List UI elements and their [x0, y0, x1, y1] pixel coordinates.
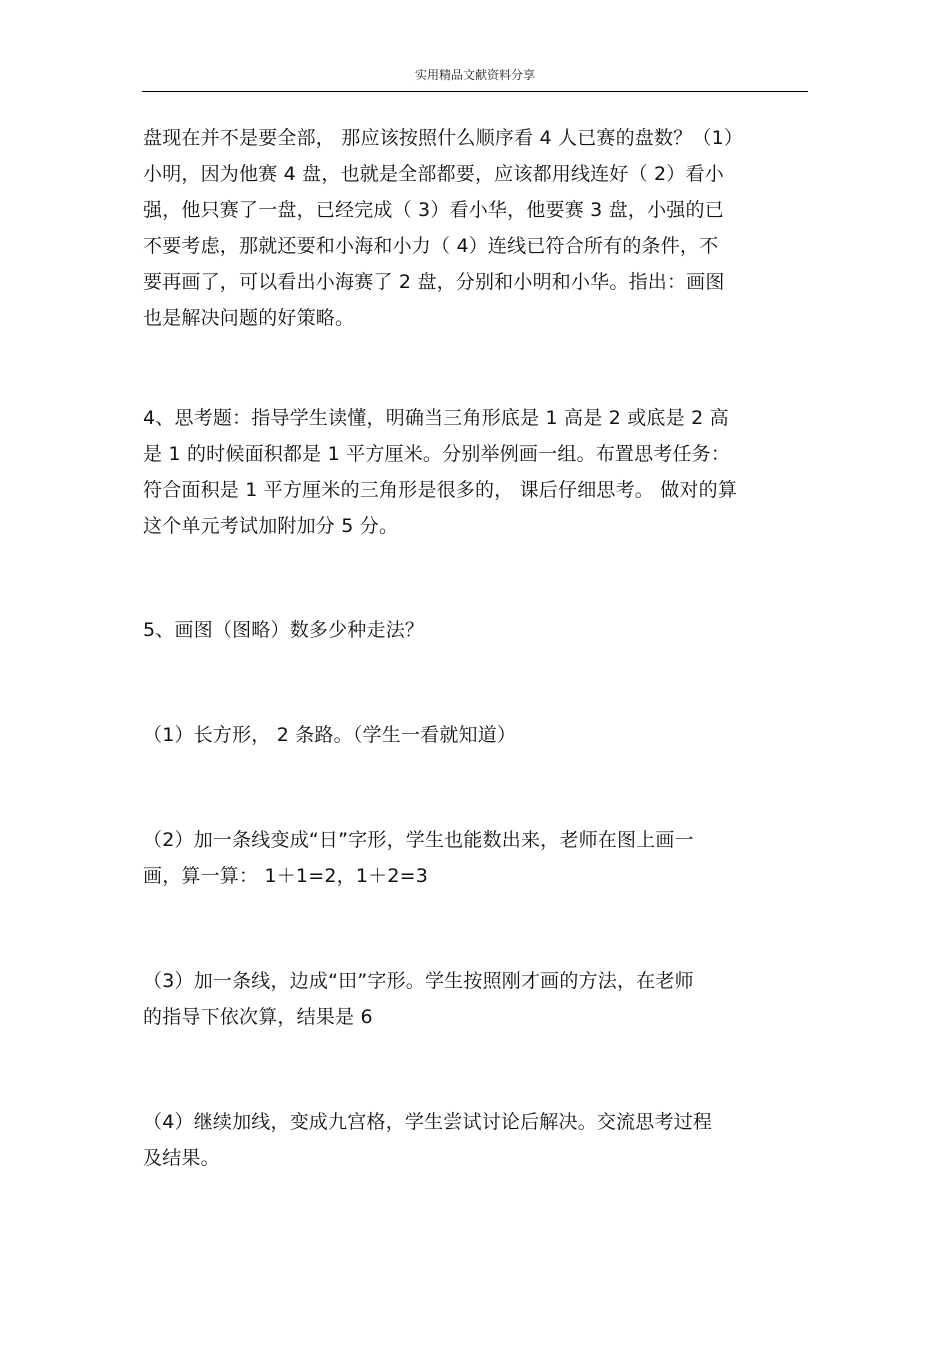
text-line: 强，他只赛了一盘，已经完成（ 3）看小华，他要赛 3 盘，小强的已 [143, 199, 724, 221]
text-line: 盘现在并不是要全部， 那应该按照什么顺序看 4 人已赛的盘数？（1） [143, 127, 744, 149]
paragraph-step-4 [143, 1104, 712, 1176]
text-line: 是 1 的时候面积都是 1 平方厘米。分别举例画一组。布置思考任务： [143, 443, 731, 465]
text-line: （1）长方形， 2 条路。（学生一看就知道） [143, 724, 517, 746]
text-line: 及结果。 [143, 1147, 220, 1169]
text-line: 4、思考题：指导学生读懂，明确当三角形底是 1 高是 2 或底是 2 高 [143, 407, 729, 429]
paragraph-thinking-question [143, 400, 737, 544]
text-line: （3）加一条线，边成“田”字形。学生按照刚才画的方法，在老师 [143, 970, 694, 992]
text-line: （2）加一条线变成“日”字形，学生也能数出来，老师在图上画一 [143, 829, 694, 851]
text-line: （4）继续加线，变成九宫格，学生尝试讨论后解决。交流思考过程 [143, 1111, 713, 1133]
text-line: 要再画了，可以看出小海赛了 2 盘，分别和小明和小华。指出：画图 [143, 271, 725, 293]
text-line: 5、画图（图略）数多少种走法？ [143, 619, 425, 641]
paragraph-step-1 [143, 717, 516, 753]
paragraph-step-3 [143, 963, 694, 1035]
paragraph-drawing-heading [143, 612, 424, 648]
page-header-title: 实用精品文献资料分享 [414, 68, 535, 82]
text-line: 这个单元考试加附加分 5 分。 [143, 515, 399, 537]
text-line: 不要考虑，那就还要和小海和小力（ 4）连线已符合所有的条件，不 [143, 235, 719, 257]
text-line: 符合面积是 1 平方厘米的三角形是很多的， 课后仔细思考。 做对的算 [143, 479, 738, 501]
text-line: 画，算一算： 1＋1=2，1＋2=3 [143, 865, 429, 887]
header-divider [142, 91, 808, 92]
text-line: 的指导下依次算，结果是 6 [143, 1006, 373, 1028]
paragraph-step-2 [143, 822, 694, 894]
text-line: 小明，因为他赛 4 盘，也就是全部都要，应该都用线连好（ 2）看小 [143, 163, 724, 185]
paragraph-match-order [143, 120, 743, 336]
text-line: 也是解决问题的好策略。 [143, 307, 355, 329]
